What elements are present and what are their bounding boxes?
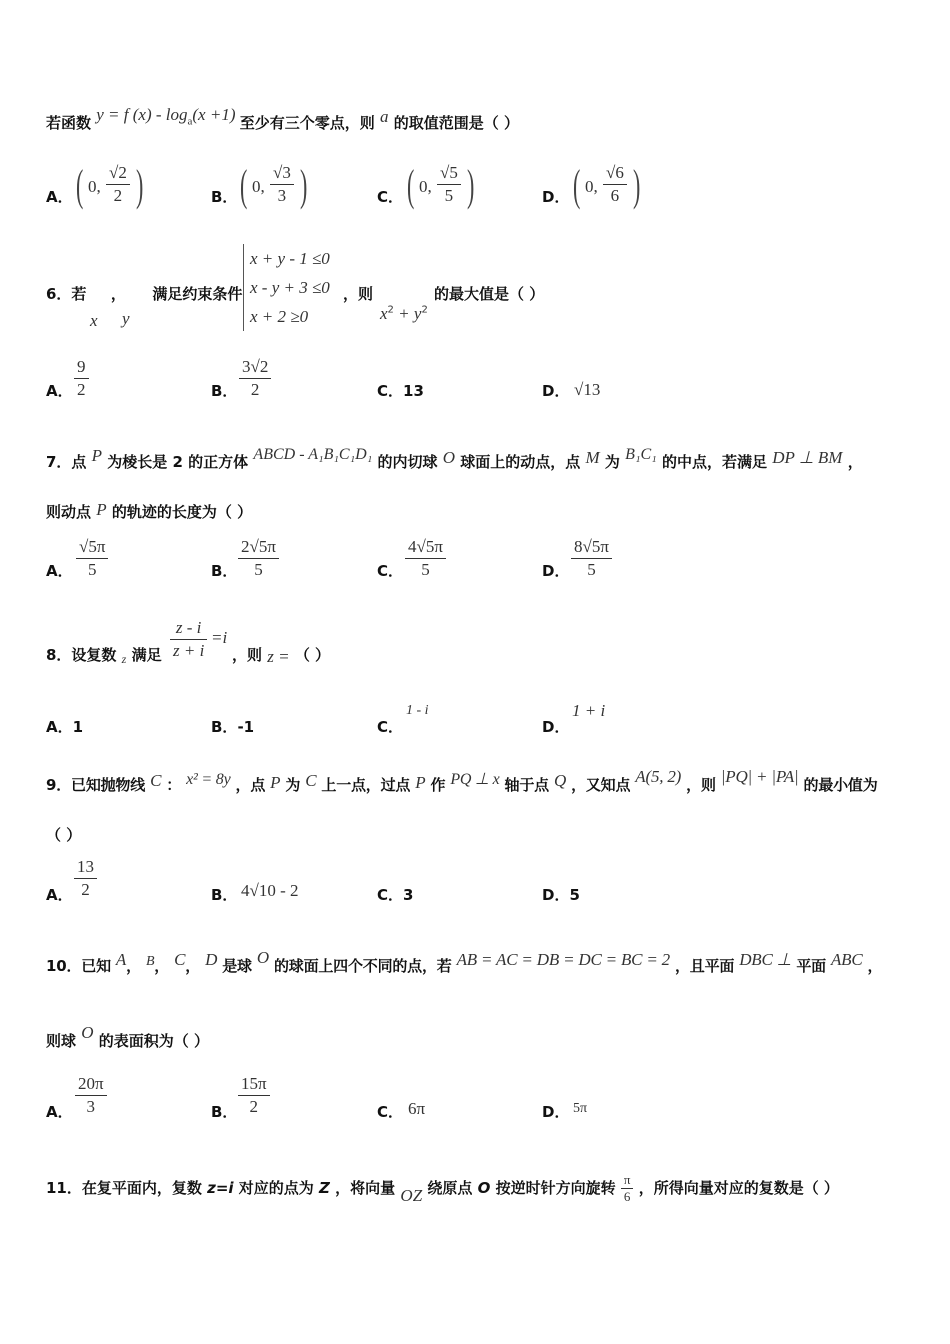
option-b[interactable]: B． <box>211 886 238 904</box>
objective-expr: $x^2 + y^2$ <box>380 304 428 323</box>
option-d[interactable]: D． <box>542 1103 570 1121</box>
option-a[interactable]: A． <box>46 1103 73 1121</box>
complex-z: z=i <box>207 1179 234 1197</box>
var-x: x <box>90 311 98 330</box>
question-11-stem: 11．在复平面内，复数 z=i 对应的点为 Z ，将向量 OZ 绕原点 O 按逆时针方向旋转 $\frac{\pi}{6}$ ，所得向量对应的复数是（ ） <box>46 1172 839 1205</box>
rotation-angle: $\frac{\pi}{6}$ <box>621 1172 634 1205</box>
stem-text: 的最大值是（ ） <box>434 285 545 303</box>
constraint-1: x + y - 1 ≤0 <box>250 249 330 268</box>
stem-text: ， <box>110 285 126 303</box>
parabola-eq: x² = 8y <box>186 771 231 788</box>
option-c[interactable]: C．13 <box>377 382 424 400</box>
stem-text: 满足约束条件 <box>152 285 243 303</box>
question-10-stem-line2: 则球 O 的表面积为（ ） <box>46 1023 209 1050</box>
option-d[interactable]: D． <box>542 188 570 206</box>
point-m: M <box>585 448 600 467</box>
option-c[interactable]: C． <box>377 1103 404 1121</box>
option-c[interactable]: C． <box>377 718 404 736</box>
option-a[interactable]: A． <box>46 382 73 400</box>
function-expr: y = f $(x) - \log_a(x +1)$ <box>96 105 236 128</box>
edge-b1c1: B₁C₁ <box>625 446 657 463</box>
option-a[interactable]: A． <box>46 886 73 904</box>
constraint-system <box>243 244 330 331</box>
question-9-stem-line2: （ ） <box>46 826 82 844</box>
sphere-o: O <box>442 448 456 467</box>
var-y: y <box>122 309 130 328</box>
option-b-value: $\frac{3√2}{2}$ <box>239 356 271 401</box>
option-c[interactable]: C．3 <box>377 886 414 904</box>
question-7-stem-line2: 则动点 P 的轨迹的长度为（ ） <box>46 500 253 521</box>
option-d-value: √13 <box>574 380 601 399</box>
stem-text: 至少有三个零点，则 <box>239 114 375 132</box>
option-a-value: 1 <box>72 718 84 736</box>
stem-text: 的取值范围是（ ） <box>393 114 519 132</box>
option-b[interactable]: B．-1 <box>211 718 255 736</box>
constraint-3: x + 2 ≥0 <box>250 307 309 326</box>
option-a[interactable]: A． <box>46 188 73 206</box>
option-a[interactable]: A． <box>46 562 73 580</box>
option-d[interactable]: D． <box>542 562 570 580</box>
question-10-stem: 10．已知 A， B， C， D 是球 O 的球面上四个不同的点，若 AB = AC = DB = DC = BC = 2 ，且平面 DBC ⊥ 平面 ABC ， <box>46 948 883 975</box>
option-b-value: 4√10 - 2 <box>241 881 299 900</box>
equals-i: =i <box>211 628 228 647</box>
option-a-value: $\frac{20\pi}{3}$ <box>75 1073 107 1118</box>
point-a: A(5, 2) <box>635 767 682 786</box>
option-b-value: -1 <box>237 718 255 736</box>
option-d-value: 1 + i <box>572 701 606 720</box>
stem-text: 6．若 <box>46 285 87 303</box>
option-b[interactable]: B． <box>211 562 238 580</box>
option-d-value: $\frac{8√5\pi}{5}$ <box>571 536 612 581</box>
stem-text: ，则 <box>343 285 374 303</box>
option-d-value: 5 <box>569 886 580 904</box>
option-d[interactable]: D．5 <box>542 886 580 904</box>
question-6-stem <box>46 283 242 304</box>
option-a-value: $\frac{13}{2}$ <box>74 856 97 901</box>
option-c-value: $\frac{4√5\pi}{5}$ <box>405 536 446 581</box>
vector-oz: OZ <box>400 1186 423 1205</box>
point-p: P <box>91 446 103 465</box>
var-a: a <box>379 107 389 126</box>
question-5-stem <box>46 105 519 135</box>
option-a[interactable]: A．1 <box>46 718 84 736</box>
constraint-2: x - y + 3 ≤0 <box>250 278 330 297</box>
perp-condition: DP ⊥ BM <box>772 448 843 467</box>
option-c[interactable]: C． <box>377 562 404 580</box>
question-8-stem: 8．设复数 $_z$ 满足 <box>46 646 162 666</box>
option-c-value: 13 <box>403 382 424 400</box>
question-9-stem: 9．已知抛物线 C ： x² = 8y ，点 P 为 C 上一点，过点 P 作 PQ ⊥ x 轴于点 Q ，又知点 A(5, 2) ，则 |PQ| + |PA| 的最小值为 <box>46 767 878 794</box>
option-b-value: $\frac{2√5\pi}{5}$ <box>238 536 279 581</box>
question-7-stem: 7．点 P 为棱长是 2 的正方体 ABCD - A₁B₁C₁D₁ 的内切球 O 球面上的动点，点 M 为 B₁C₁ 的中点，若满足 DP ⊥ BM ， <box>46 446 863 471</box>
cube-label: ABCD - A₁B₁C₁D₁ <box>253 446 373 463</box>
option-a-value: $\frac{9}{2}$ <box>74 356 89 401</box>
option-c-value: 6π <box>408 1099 426 1118</box>
option-b-value: $\frac{15\pi}{2}$ <box>238 1073 270 1118</box>
stem-text: 若函数 <box>46 114 92 132</box>
option-d[interactable]: D． <box>542 718 570 736</box>
distance-sum: |PQ| + |PA| <box>720 767 799 786</box>
option-b[interactable]: B． <box>211 382 238 400</box>
exam-page: 若函数 y = f $(x) - \log_a(x +1)$ 至少有三个零点，则 a 的取值范围是（ ） A． B． C． D． ( 0, $\frac{√2}{2}$ ) ( 0, $\frac{√3}{3}$ ) ( 0, $\frac{√5}{5}$ ) ( 0, $\frac{√6}{6}$ ) 6．若 ， 满足约束条件 x y x + y - 1 ≤0 x - y + 3 ≤0 x + 2 ≥0 ，则 的最大值是（ ） $x^2 + y^2$ A． $\frac{9}{2}$ B． $\frac{3√2}{2}$ C．13 D． √13 7．点 P 为棱长是 2 的正方体 ABCD - A₁B₁C₁D₁ 的内切球 O 球面上的动点，点 M 为 B₁C₁ 的中点，若满足 DP ⊥ BM ， 则动点 P 的轨迹的长度为（ ） A． $\frac{√5\pi}{5}$ B． $\frac{2√5\pi}{5}$ C． $\frac{4√5\pi}{5}$ D． $\frac{8√5\pi}{5}$ 8．设复数 $_z$ 满足 $\frac{z - i}{z + i}$ =i ，则 z = （ ） A．1 B．-1 C． 1 - i D． 1 + i 9．已知抛物线 C ： x² = 8y ，点 P 为 C 上一点，过点 P 作 PQ ⊥ x 轴于点 Q ，又知点 A(5, 2) ，则 |PQ| + |PA| 的最小值为 （ ） A． $\frac{13}{2}$ B． 4√10 - 2 C．3 D．5 10．已知 A， B， C， D 是球 O 的球面上四个不同的点，若 AB = AC = DB = DC = BC = 2 ，且平面 DBC ⊥ 平面 ABC ， 则球 O 的表面积为（ ） A． $\frac{20\pi}{3}$ B． $\frac{15\pi}{2}$ C． 6π D． 5π 11．在复平面内，复数 z=i 对应的点为 Z ，将向量 OZ 绕原点 O 按逆时针方向旋转 $\frac{\pi}{6}$ ，所得向量对应的复数是（ ） <box>46 105 883 1205</box>
option-c-value: 3 <box>403 886 414 904</box>
option-b[interactable]: B． <box>211 1103 238 1121</box>
option-d[interactable]: D． <box>542 382 570 400</box>
option-c-value: 1 - i <box>406 703 429 718</box>
option-a-value: $\frac{√5\pi}{5}$ <box>76 536 108 581</box>
option-b[interactable]: B． <box>211 188 238 206</box>
edge-equalities: AB = AC = DB = DC = BC = 2 <box>456 950 670 969</box>
option-c[interactable]: C． <box>377 188 404 206</box>
stem-text: ，则 z = （ ） <box>232 646 331 666</box>
complex-fraction: $\frac{z - i}{z + i}$ <box>170 617 207 662</box>
option-d-value: 5π <box>573 1101 588 1116</box>
